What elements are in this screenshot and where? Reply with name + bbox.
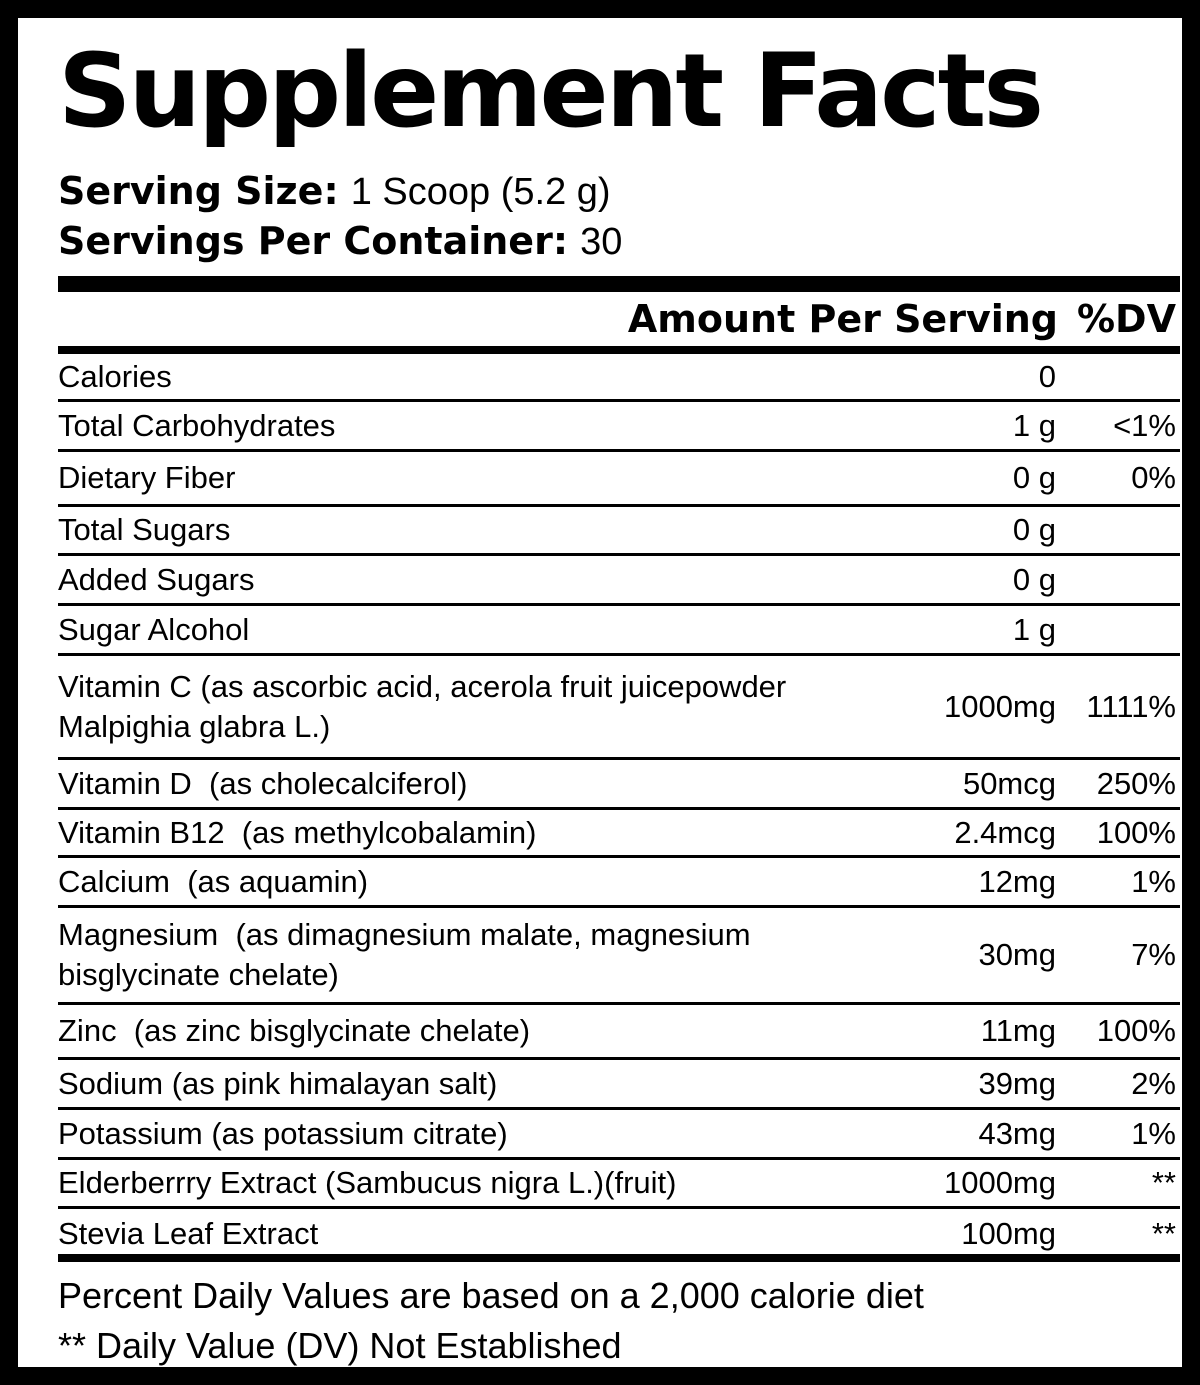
nutrient-row: [58, 452, 1180, 507]
nutrient-name: Calories: [58, 358, 172, 394]
nutrient-amount: 1 g: [1012, 611, 1056, 647]
nutrient-row: [58, 1209, 1180, 1259]
nutrient-row: [58, 810, 1180, 858]
nutrient-amount: 1000mg: [943, 1165, 1056, 1200]
nutrient-row: [58, 1110, 1180, 1160]
nutrient-name: Elderberrry Extract (Sambucus nigra L.)(fruit): [58, 1165, 677, 1200]
nutrient-name: Sodium (as pink himalayan salt): [58, 1065, 498, 1101]
nutrient-daily-value: 1%: [1131, 1115, 1176, 1151]
nutrient-name: Potassium (as potassium citrate): [58, 1115, 508, 1151]
nutrient-row: [58, 507, 1180, 556]
nutrient-amount: 1 g: [1012, 407, 1056, 443]
nutrient-amount: 0 g: [1012, 512, 1056, 547]
nutrient-table: [58, 354, 1180, 1259]
nutrient-name: Calcium (as aquamin): [58, 863, 369, 899]
nutrient-row: [58, 1005, 1180, 1060]
nutrient-amount: 30mg: [978, 937, 1056, 972]
nutrient-name: Magnesium (as dimagnesium malate, magnesium bisglycinate chelate): [58, 917, 751, 992]
daily-value-header: %DV: [1076, 297, 1176, 341]
nutrient-daily-value: <1%: [1113, 407, 1176, 443]
nutrient-daily-value: 100%: [1096, 1013, 1176, 1048]
nutrient-daily-value: 2%: [1131, 1065, 1176, 1101]
nutrient-name: Total Carbohydrates: [58, 407, 336, 443]
servings-per-container: [58, 218, 622, 265]
nutrient-daily-value: 100%: [1096, 814, 1176, 850]
nutrient-amount: 0 g: [1012, 460, 1056, 495]
nutrient-daily-value: **: [1151, 1216, 1176, 1251]
nutrient-amount: 39mg: [978, 1065, 1056, 1101]
thick-divider: [58, 276, 1180, 292]
nutrient-row: [58, 858, 1180, 908]
nutrient-row: [58, 402, 1180, 452]
nutrient-row: [58, 908, 1180, 1005]
nutrient-row: [58, 556, 1180, 606]
nutrient-amount: 0: [1038, 358, 1056, 394]
nutrient-name: Vitamin B12 (as methylcobalamin): [58, 814, 537, 850]
nutrient-name: Stevia Leaf Extract: [58, 1216, 319, 1251]
serving-size-value: 1 Scoop (5.2 g): [350, 171, 611, 213]
footnote-not-established: ** Daily Value (DV) Not Established: [58, 1325, 622, 1366]
nutrient-amount: 50mcg: [962, 765, 1056, 801]
nutrient-daily-value: 250%: [1096, 765, 1176, 801]
servings-per-container-label: Servings Per Container:: [58, 219, 569, 263]
nutrient-daily-value: 1111%: [1086, 688, 1176, 724]
nutrient-row: [58, 760, 1180, 810]
panel-title: Supplement Facts: [58, 32, 1042, 151]
nutrient-row: [58, 354, 1180, 402]
nutrient-amount: 1000mg: [943, 688, 1056, 724]
nutrient-name: Added Sugars: [58, 561, 255, 597]
nutrient-amount: 12mg: [978, 863, 1056, 899]
servings-per-container-value: 30: [580, 221, 623, 263]
nutrient-name: Total Sugars: [58, 512, 231, 547]
footnote-daily-values: Percent Daily Values are based on a 2,000 calorie diet: [58, 1275, 924, 1316]
nutrient-daily-value: 0%: [1131, 460, 1176, 495]
nutrient-daily-value: 7%: [1131, 937, 1176, 972]
header-divider: [58, 346, 1180, 354]
nutrient-amount: 0 g: [1012, 561, 1056, 597]
serving-size-label: Serving Size:: [58, 169, 339, 213]
nutrient-daily-value: **: [1151, 1165, 1176, 1200]
nutrient-amount: 11mg: [980, 1013, 1056, 1048]
nutrient-daily-value: 1%: [1131, 863, 1176, 899]
nutrient-amount: 2.4mcg: [954, 814, 1056, 850]
nutrient-row: [58, 1160, 1180, 1209]
nutrient-row: [58, 1060, 1180, 1110]
nutrient-name: Vitamin D (as cholecalciferol): [58, 765, 468, 801]
nutrient-name: Vitamin C (as ascorbic acid, acerola fruit juicepowder Malpighia glabra L.): [58, 668, 787, 744]
nutrient-name: Zinc (as zinc bisglycinate chelate): [58, 1013, 531, 1048]
bottom-divider: [58, 1254, 1180, 1262]
nutrient-amount: 43mg: [978, 1115, 1056, 1151]
nutrient-row: [58, 656, 1180, 760]
nutrient-amount: 100mg: [961, 1216, 1056, 1251]
nutrient-name: Dietary Fiber: [58, 460, 236, 495]
nutrient-row: [58, 606, 1180, 656]
amount-per-serving-header: Amount Per Serving: [627, 297, 1058, 341]
serving-size: [58, 168, 611, 215]
nutrient-name: Sugar Alcohol: [58, 611, 250, 647]
